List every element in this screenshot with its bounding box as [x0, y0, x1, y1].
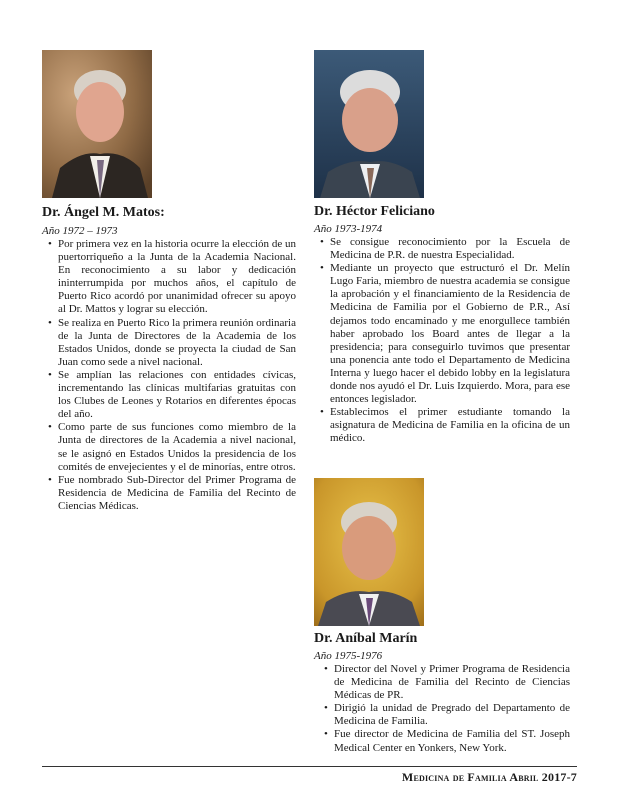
profile-years: Año 1972 – 1973	[42, 225, 118, 237]
list-item: • Se realiza en Puerto Rico la primera reunión ordinaria de la Junta de Directores de la Academia de los Estados Unidos, donde se proyecta la ciudad de San Juan como sede a nivel nacional.	[46, 317, 296, 369]
achievement-list	[318, 236, 570, 446]
profile-years: Año 1973-1974	[314, 223, 383, 235]
list-item: • Como parte de sus funciones como miembro de la Junta de directores de la Academia a nivel nacional, se le asignó en Estados Unidos la presidencia de los comités de envejecientes y el de minorías, entre otros.	[46, 421, 296, 473]
achievement-list	[46, 238, 296, 513]
portrait-image	[42, 50, 152, 198]
photo-anibal-marin	[314, 478, 424, 626]
list-item: • Se consigue reconocimiento por la Escuela de Medicina de P.R. de nuestra Especialidad.	[318, 236, 570, 262]
list-item: • Se amplían las relaciones con entidades cívicas, incrementando las clínicas multifarias gratuitas con los Clubes de Leones y Rotarios en diferentes épocas del año.	[46, 369, 296, 421]
portrait-image	[314, 478, 424, 626]
page-footer: Medicina de Familia Abril 2017-7	[401, 770, 577, 784]
achievement-list	[322, 663, 570, 755]
list-item: • Fue director de Medicina de Familia del ST. Joseph Medical Center en Yonkers, New York.	[322, 728, 570, 754]
list-item: • Establecimos el primer estudiante tomando la asignatura de Medicina de Familia en la oficina de un médico.	[318, 406, 570, 445]
profile-name: Dr. Aníbal Marín	[314, 631, 418, 646]
portrait-image	[314, 50, 424, 198]
list-item: • Mediante un proyecto que estructuró el Dr. Melín Lugo Faria, miembro de nuestra academia se consigue la aprobación y el financiamiento de la Residencia de Medicina de Familia por el Gobierno de P.R., Así dejamos todo encaminado y me enorgullece también haber aprobado los Board antes de llegar a la presidencia; para conseguirlo tuvimos que presentar una ponencia ante todo el Departamento de Medicina Interna y luego hacer el debido lobby en la legislatura donde nos ayudó el Dr. Luis Izquierdo. Mora, para ese entonces legislador.	[318, 262, 570, 406]
photo-hector-feliciano	[314, 50, 424, 198]
list-item: • Dirigió la unidad de Pregrado del Departamento de Medicina de Familia.	[322, 702, 570, 728]
profile-name: Dr. Héctor Feliciano	[314, 204, 435, 219]
profile-name: Dr. Ángel M. Matos:	[42, 205, 165, 220]
list-item: • Por primera vez en la historia ocurre la elección de un puertorriqueño a la Junta de la Academia Nacional. En reconocimiento a su labor y dedicación ininterrumpida por muchos años, el capítulo de Puerto Rico acordó por unanimidad ofrecer su apoyo al Dr. Mattos y lograr su elección.	[46, 238, 296, 317]
list-item: • Fue nombrado Sub-Director del Primer Programa de Residencia de Medicina de Familia del Recinto de Ciencias Médicas.	[46, 474, 296, 513]
list-item: • Director del Novel y Primer Programa de Residencia de Medicina de Familia del Recinto de Ciencias Médicas de PR.	[322, 663, 570, 702]
profile-years: Año 1975-1976	[314, 650, 383, 662]
footer-rule	[42, 766, 577, 767]
photo-angel-matos	[42, 50, 152, 198]
